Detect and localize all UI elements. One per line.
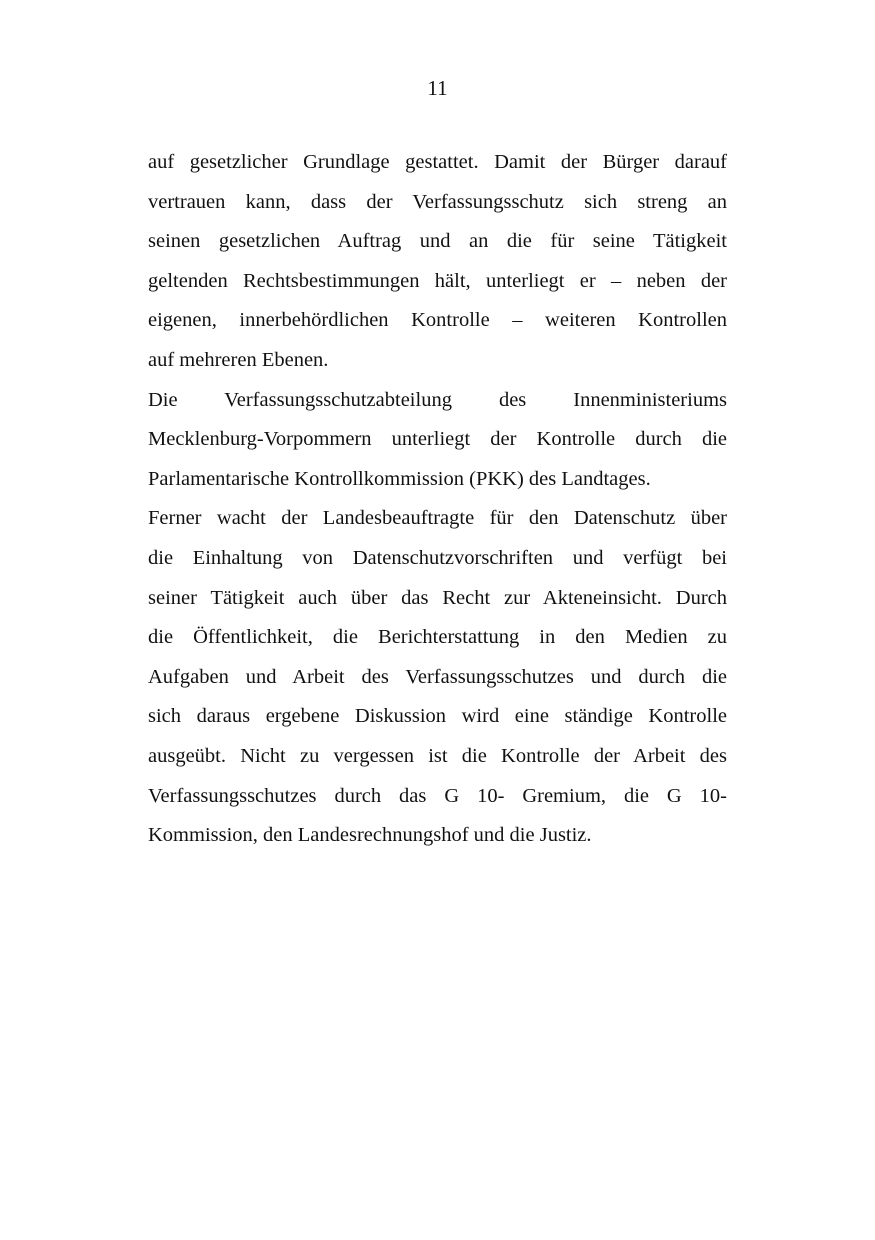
text-line: Mecklenburg-Vorpommern unterliegt der Kontrolle durch die — [148, 428, 727, 451]
paragraph-1 — [148, 143, 727, 381]
text-line: Parlamentarische Kontrollkommission (PKK) des Landtages. — [148, 467, 651, 490]
text-line: Die Verfassungsschutzabteilung des Innenministeriums — [148, 388, 727, 411]
page-number: 11 — [427, 76, 448, 100]
body-text — [148, 143, 727, 856]
text-line: sich daraus ergebene Diskussion wird eine ständige Kontrolle — [148, 705, 727, 728]
text-line: seiner Tätigkeit auch über das Recht zur Akteneinsicht. Durch — [148, 586, 727, 609]
text-line: ausgeübt. Nicht zu vergessen ist die Kontrolle der Arbeit des — [148, 744, 727, 767]
text-line: auf gesetzlicher Grundlage gestattet. Damit der Bürger darauf — [148, 151, 727, 173]
text-line: Verfassungsschutzes durch das G 10- Gremium, die G 10- — [148, 784, 727, 807]
text-line: die Einhaltung von Datenschutzvorschriften und verfügt bei — [148, 546, 727, 569]
text-line: vertrauen kann, dass der Verfassungsschutz sich streng an — [148, 190, 727, 213]
text-line: seinen gesetzlichen Auftrag und an die für seine Tätigkeit — [148, 230, 727, 253]
text-line: die Öffentlichkeit, die Berichterstattung in den Medien zu — [148, 626, 727, 649]
paragraph-3 — [148, 499, 727, 855]
text-line: Kommission, den Landesrechnungshof und die Justiz. — [148, 824, 592, 847]
text-line: eigenen, innerbehördlichen Kontrolle – weiteren Kontrollen — [148, 309, 727, 332]
text-line: Ferner wacht der Landesbeauftragte für den Datenschutz über — [148, 507, 727, 530]
text-line: auf mehreren Ebenen. — [148, 348, 329, 371]
paragraph-2 — [148, 381, 727, 500]
text-line: Aufgaben und Arbeit des Verfassungsschutzes und durch die — [148, 665, 727, 688]
text-line: geltenden Rechtsbestimmungen hält, unterliegt er – neben der — [148, 269, 727, 292]
